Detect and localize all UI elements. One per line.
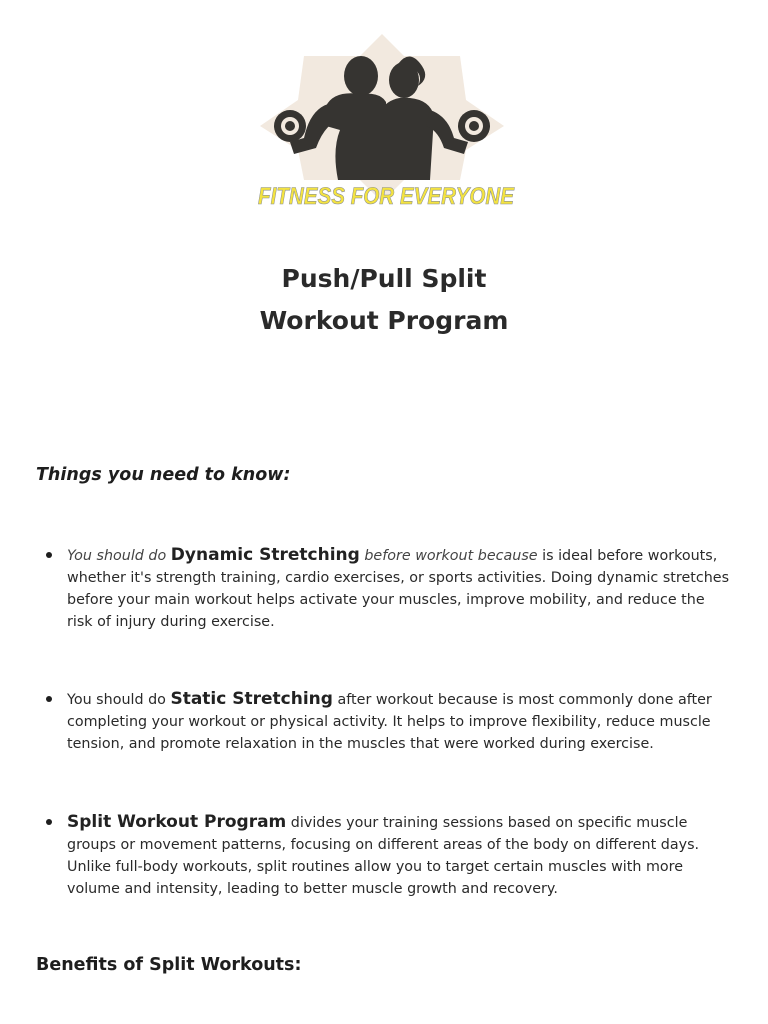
- bullet-italic-phrase: before workout because: [359, 548, 538, 564]
- logo-text: FITNESS FOR EVERYONE: [258, 183, 515, 210]
- bullet-keyword: Split Workout Program: [67, 812, 287, 832]
- bullet-dot: [46, 552, 52, 558]
- things-to-know-heading: Things you need to know:: [36, 465, 291, 485]
- bullet-static-stretching: [67, 688, 733, 755]
- fitness-logo-graphic: [254, 30, 518, 212]
- fitness-logo: [254, 30, 518, 212]
- page-title-line-2: Workout Program: [259, 306, 509, 335]
- bullet-keyword: Dynamic Stretching: [170, 545, 360, 565]
- bullet-prefix: You should do: [67, 692, 171, 708]
- bullet-dot: [46, 696, 52, 702]
- bullet-dot: [46, 819, 52, 825]
- benefits-heading: Benefits of Split Workouts:: [36, 955, 302, 975]
- bullet-prefix: You should do: [67, 548, 171, 564]
- bullet-text: is ideal before workouts, whether it's strength training, cardio exercises, or sports activities. Doing dynamic stretches before your main workout helps activate your muscles, improve mobility, and reduce the risk of injury during exercise.: [67, 548, 730, 630]
- bullet-split-workout-program: [67, 811, 733, 900]
- bullet-text: divides your training sessions based on specific muscle groups or movement patterns, focusing on different areas of the body on different days. Unlike full-body workouts, split routines allow you to target certain muscles with more volume and intensity, leading to better muscle growth and recovery.: [67, 815, 700, 897]
- bullet-dynamic-stretching: [67, 544, 733, 633]
- bullet-text: after workout because is most commonly done after completing your workout or physical activity. It helps to improve flexibility, reduce muscle tension, and promote relaxation in the muscles that were worked during exercise.: [67, 692, 712, 752]
- page-title: [0, 258, 768, 342]
- bullet-keyword: Static Stretching: [170, 689, 333, 709]
- page-title-line-1: Push/Pull Split: [281, 264, 487, 293]
